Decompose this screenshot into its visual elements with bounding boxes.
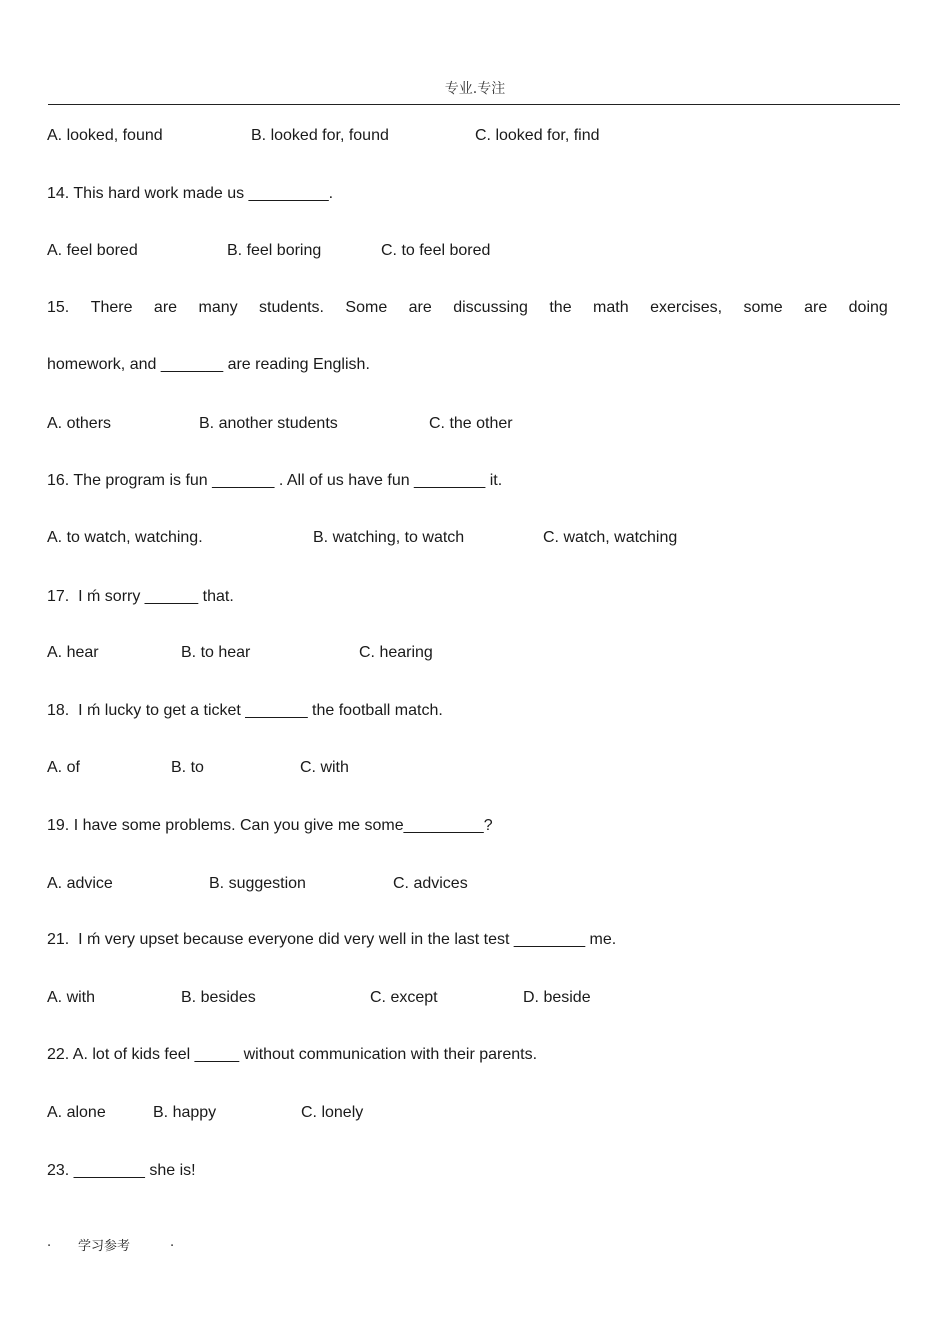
footer-dot-left: .: [47, 1235, 52, 1250]
word: exercises,: [650, 299, 723, 316]
option-c: C. looked for, find: [475, 127, 600, 144]
word: many: [198, 299, 238, 316]
word: some: [743, 299, 783, 316]
word: are: [804, 299, 828, 316]
word: There: [90, 299, 133, 316]
option-c: C. the other: [429, 415, 513, 432]
question-19: 19. I have some problems. Can you give me some_________?: [47, 817, 493, 834]
option-b: B. to hear: [181, 644, 251, 661]
page-header: 专业.专注: [444, 81, 506, 97]
word: are: [153, 299, 178, 316]
option-d: D. beside: [523, 989, 591, 1006]
option-a: A. of: [47, 759, 80, 776]
word: Some: [345, 299, 388, 316]
option-a: A. looked, found: [47, 127, 163, 144]
option-c: C. with: [300, 759, 349, 776]
option-a: A. alone: [47, 1104, 106, 1121]
option-c: C. to feel bored: [381, 242, 491, 259]
option-b: B. feel boring: [227, 242, 322, 259]
option-b: B. happy: [153, 1104, 217, 1121]
option-b: B. watching, to watch: [313, 529, 465, 546]
option-c: C. advices: [393, 875, 468, 892]
word: discussing: [453, 299, 528, 316]
option-a: A. to watch, watching.: [47, 529, 203, 546]
word: are: [408, 299, 432, 316]
question-15: [47, 298, 888, 318]
question-18: 18. I ḿ lucky to get a ticket _______ the football match.: [47, 702, 443, 719]
option-b: B. besides: [181, 989, 256, 1006]
option-c: C. watch, watching: [543, 529, 678, 546]
option-a: A. feel bored: [47, 242, 138, 259]
page-footer: 学习参考: [78, 1239, 131, 1254]
question-15-continued: homework, and _______ are reading English.: [47, 356, 370, 373]
option-a: A. advice: [47, 875, 113, 892]
question-16: 16. The program is fun _______ . All of us have fun ________ it.: [47, 472, 503, 489]
option-b: B. suggestion: [209, 875, 306, 892]
option-b: B. another students: [199, 415, 338, 432]
option-c: C. hearing: [359, 644, 433, 661]
word: the: [549, 299, 572, 316]
question-21: 21. I ḿ very upset because everyone did very well in the last test ________ me.: [47, 931, 617, 948]
option-a: A. hear: [47, 644, 99, 661]
question-17: 17. I ḿ sorry ______ that.: [47, 588, 234, 605]
option-a: A. others: [47, 415, 112, 432]
header-divider: [48, 104, 900, 105]
option-c: C. lonely: [301, 1104, 364, 1121]
question-22: 22. A. lot of kids feel _____ without communication with their parents.: [47, 1046, 538, 1063]
option-b: B. to: [171, 759, 204, 776]
footer-dot-right: .: [170, 1235, 175, 1250]
word: doing: [848, 299, 888, 316]
question-23: 23. ________ she is!: [47, 1162, 196, 1179]
option-b: B. looked for, found: [251, 127, 389, 144]
option-c: C. except: [370, 989, 438, 1006]
question-14: 14. This hard work made us _________.: [47, 185, 334, 202]
option-a: A. with: [47, 989, 96, 1006]
word: math: [593, 299, 629, 316]
word: students.: [259, 299, 324, 316]
word: 15.: [47, 299, 70, 316]
